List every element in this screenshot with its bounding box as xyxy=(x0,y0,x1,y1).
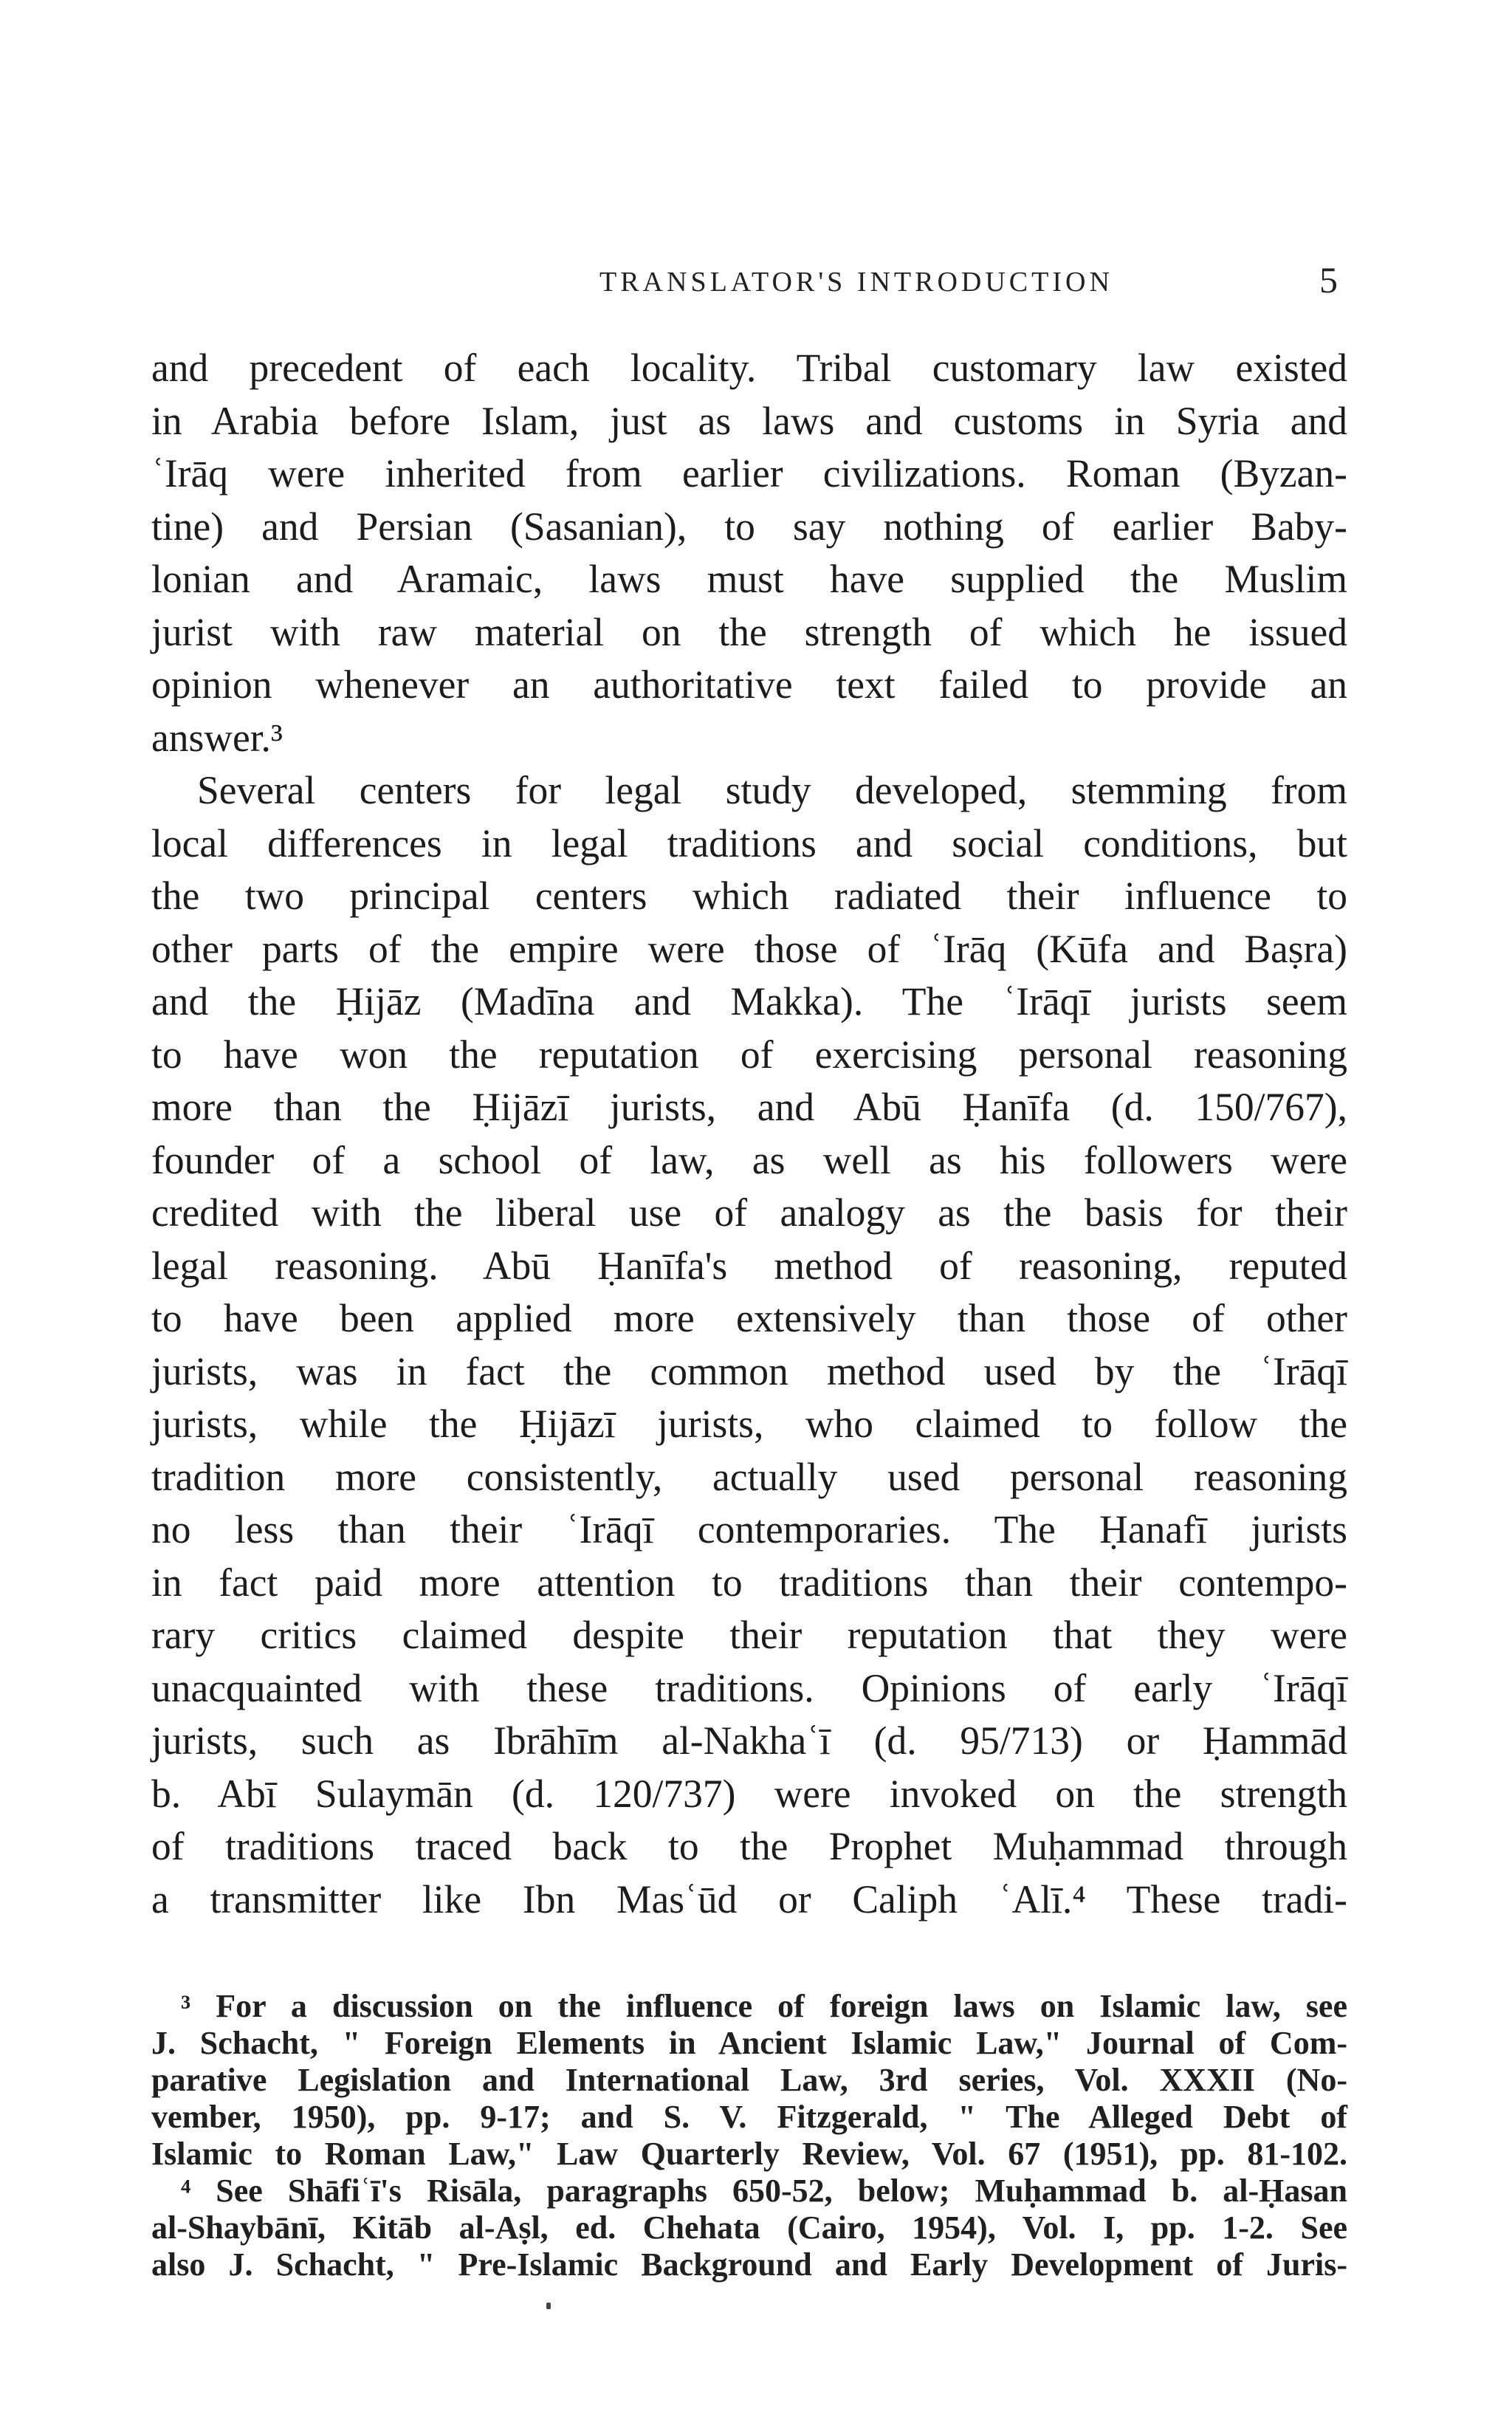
body-line: to have won the reputation of exercising personal reasoning xyxy=(151,1032,1347,1077)
body-line: in fact paid more attention to traditions than their contempo- xyxy=(151,1560,1347,1605)
footnote-line: vember, 1950), pp. 9-17; and S. V. Fitzgerald, " The Alleged Debt of xyxy=(151,2099,1347,2135)
footnote-line: al-Shaybānī, Kitāb al-Aṣl, ed. Chehata (Cairo, 1954), Vol. I, pp. 1-2. See xyxy=(151,2210,1347,2246)
body-line: no less than their ʿIrāqī contemporaries. The Ḥanafī jurists xyxy=(151,1507,1347,1552)
footnote-line: Islamic to Roman Law," Law Quarterly Review, Vol. 67 (1951), pp. 81-102. xyxy=(151,2136,1347,2172)
body-line: lonian and Aramaic, laws must have supplied the Muslim xyxy=(151,557,1347,601)
body-line: jurist with raw material on the strength of which he issued xyxy=(151,609,1347,654)
body-line: tradition more consistently, actually used personal reasoning xyxy=(151,1454,1347,1499)
footnote-line: also J. Schacht, " Pre-Islamic Background and Early Development of Juris- xyxy=(151,2246,1347,2283)
footnote-line: J. Schacht, " Foreign Elements in Ancient Islamic Law," Journal of Com- xyxy=(151,2025,1347,2061)
running-head-title: TRANSLATOR'S INTRODUCTION xyxy=(599,267,1113,298)
footnotes xyxy=(151,1988,1347,2283)
footnote-line: ³ For a discussion on the influence of foreign laws on Islamic law, see xyxy=(181,1988,1347,2024)
body-line: in Arabia before Islam, just as laws and customs in Syria and xyxy=(151,398,1347,443)
body-line: ʿIrāq were inherited from earlier civilizations. Roman (Byzan- xyxy=(151,451,1347,496)
body-line: opinion whenever an authoritative text failed to provide an xyxy=(151,662,1347,707)
body-line: a transmitter like Ibn Masʿūd or Caliph ʿAlī.⁴ These tradi- xyxy=(151,1876,1347,1922)
footnote-line: parative Legislation and International Law, 3rd series, Vol. XXXII (No- xyxy=(151,2062,1347,2098)
body-line: b. Abī Sulaymān (d. 120/737) were invoked on the strength xyxy=(151,1771,1347,1816)
paragraph-first-line: Several centers for legal study developed, stemming from xyxy=(197,768,1347,812)
page-number: 5 xyxy=(1319,259,1338,301)
body-line: other parts of the empire were those of ʿIrāq (Kūfa and Baṣra) xyxy=(151,926,1347,971)
body-text xyxy=(151,342,1347,1926)
body-line: tine) and Persian (Sasanian), to say nothing of earlier Baby- xyxy=(151,504,1347,549)
body-line: jurists, was in fact the common method used by the ʿIrāqī xyxy=(151,1348,1347,1393)
body-line: more than the Ḥijāzī jurists, and Abū Ḥanīfa (d. 150/767), xyxy=(151,1085,1347,1129)
body-line: and the Ḥijāz (Madīna and Makka). The ʿIrāqī jurists seem xyxy=(151,979,1347,1024)
body-line: to have been applied more extensively than those of other xyxy=(151,1296,1347,1340)
body-line: founder of a school of law, as well as his followers were xyxy=(151,1137,1347,1182)
body-line: answer.³ xyxy=(151,715,283,760)
body-line: legal reasoning. Abū Ḥanīfa's method of reasoning, reputed xyxy=(151,1243,1347,1288)
scan-speck xyxy=(546,2303,551,2309)
body-line: unacquainted with these traditions. Opinions of early ʿIrāqī xyxy=(151,1665,1347,1710)
body-line: jurists, while the Ḥijāzī jurists, who claimed to follow the xyxy=(151,1402,1347,1446)
running-head xyxy=(599,258,1338,303)
body-line: jurists, such as Ibrāhīm al-Nakhaʿī (d. 95/713) or Ḥammād xyxy=(151,1718,1347,1763)
body-line: the two principal centers which radiated their influence to xyxy=(151,874,1347,918)
footnote-line: ⁴ See Shāfiʿī's Risāla, paragraphs 650-52, below; Muḥammad b. al-Ḥasan xyxy=(181,2173,1347,2209)
body-line: rary critics claimed despite their reputation that they were xyxy=(151,1613,1347,1657)
body-line: credited with the liberal use of analogy as the basis for their xyxy=(151,1190,1347,1235)
body-line: of traditions traced back to the Prophet Muḥammad through xyxy=(151,1824,1347,1868)
body-line: local differences in legal traditions and social conditions, but xyxy=(151,820,1347,865)
body-line: and precedent of each locality. Tribal customary law existed xyxy=(151,346,1347,390)
